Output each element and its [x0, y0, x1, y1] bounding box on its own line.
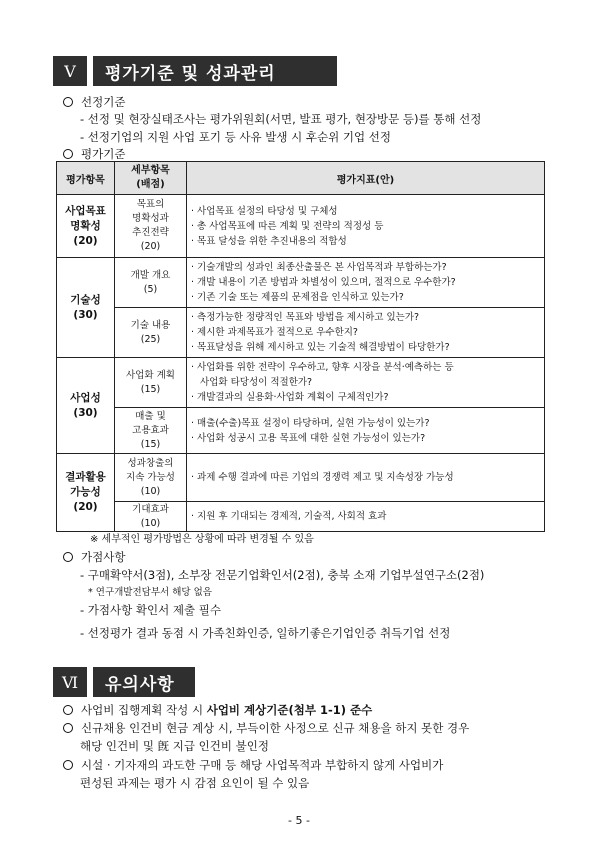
selection-criteria-heading: 선정기준 [63, 94, 125, 110]
header-item: 평가항목 [57, 162, 115, 195]
section-6-title: 유의사항 [93, 667, 195, 697]
circle-bullet-icon [63, 552, 73, 562]
circle-bullet-icon [63, 97, 73, 107]
circle-bullet-icon [63, 149, 73, 159]
bonus-item: - 구매확약서(3점), 소부장 전문기업확인서(2점), 충북 소재 기업부설연구소(2점) [80, 568, 485, 582]
indicator-cell: · 매출(수출)목표 설정이 타당하며, 실현 가능성이 있는가? · 사업화 성공시 고용 목표에 대한 실현 가능성이 있는가? [187, 408, 545, 454]
caution-item: 시설 · 기자재의 과도한 구매 등 해당 사업목적과 부합하지 않게 사업비가 [63, 757, 443, 773]
indicator-cell: · 측정가능한 정량적인 목표와 방법을 제시하고 있는가? · 제시한 과제목표가 절적으로 우수한지? · 목표달성을 위해 제시하고 있는 기술적 해결방법이 타당한가? [187, 308, 545, 358]
indicator-cell: · 지원 후 기대되는 경제적, 기술적, 사회적 효과 [187, 502, 545, 532]
section-6-header [53, 667, 195, 697]
caution-item-cont: 해당 인건비 및 旣 지급 인건비 불인정 [80, 739, 269, 753]
evaluation-table [56, 161, 545, 532]
sub-item: 개발 개요 (5) [115, 258, 187, 308]
page-number: - 5 - [288, 814, 310, 827]
sub-item: 매출 및 고용효과 (15) [115, 408, 187, 454]
table-row [57, 195, 545, 258]
table-row [57, 358, 545, 408]
bonus-item: - 가점사항 확인서 제출 필수 [80, 603, 221, 617]
bonus-subnote: * 연구개발전담부서 해당 없음 [88, 587, 212, 598]
table-row [57, 308, 545, 358]
section-5-number: Ⅴ [53, 56, 87, 86]
caution-item: 신규채용 인건비 현금 계상 시, 부득이한 사정으로 신규 채용을 하지 못한 경우 [63, 720, 469, 736]
caution-item: 사업비 집행계획 작성 시 사업비 계상기준(첨부 1-1) 준수 [63, 702, 372, 718]
eval-item-business: 사업성 (30) [57, 358, 115, 454]
table-row [57, 502, 545, 532]
evaluation-criteria-heading: 평가기준 [63, 146, 125, 162]
section-6-number: Ⅵ [53, 667, 87, 697]
header-indicator: 평가지표(안) [187, 162, 545, 195]
table-header-row [57, 162, 545, 195]
indicator-cell: · 과제 수행 결과에 따른 기업의 경쟁력 제고 및 지속성장 가능성 [187, 454, 545, 502]
circle-bullet-icon [63, 705, 73, 715]
sub-item: 기대효과 (10) [115, 502, 187, 532]
table-row [57, 258, 545, 308]
selection-item: - 선정 및 현장실태조사는 평가위원회(서면, 발표 평가, 현장방문 등)를 통해 선정 [80, 112, 482, 126]
sub-item: 성과창출의 지속 가능성 (10) [115, 454, 187, 502]
bonus-item: - 선정평가 결과 동점 시 가족친화인증, 일하기좋은기업인증 취득기업 선정 [80, 626, 451, 640]
circle-bullet-icon [63, 760, 73, 770]
bonus-heading: 가점사항 [63, 549, 125, 565]
indicator-cell: · 사업화를 위한 전략이 우수하고, 향후 시장을 분석·예측하는 등 사업화 타당성이 적절한가? · 개발결과의 실용화·사업화 계획이 구체적인가? [187, 358, 545, 408]
sub-item: 기술 내용 (25) [115, 308, 187, 358]
caution-item-cont: 편성된 과제는 평가 시 감점 요인이 될 수 있음 [80, 776, 310, 790]
sub-item: 사업화 계획 (15) [115, 358, 187, 408]
table-row [57, 454, 545, 502]
eval-item-goal: 사업목표 명확성 (20) [57, 195, 115, 258]
section-5-title: 평가기준 및 성과관리 [93, 56, 337, 86]
selection-item: - 선정기업의 지원 사업 포기 등 사유 발생 시 후순위 기업 선정 [80, 130, 391, 144]
sub-item: 목표의 명확성과 추진전략 (20) [115, 195, 187, 258]
indicator-cell: · 기술개발의 성과인 최종산출물은 본 사업목적과 부합하는가? · 개발 내용이 기존 방법과 차별성이 있으며, 절적으로 우수한가? · 기존 기술 또는 제품의 문제점을 인식하고 있는가? [187, 258, 545, 308]
circle-bullet-icon [63, 723, 73, 733]
eval-item-utilization: 결과활용 가능성 (20) [57, 454, 115, 532]
indicator-cell: · 사업목표 설정의 타당성 및 구체성 · 총 사업목표에 따른 계획 및 전략의 적정성 등 · 목표 달성을 위한 추진내용의 적합성 [187, 195, 545, 258]
eval-item-technology: 기술성 (30) [57, 258, 115, 358]
table-row [57, 408, 545, 454]
header-sub-item: 세부항목 (배점) [115, 162, 187, 195]
section-5-header [53, 56, 337, 86]
table-note: ※ 세부적인 평가방법은 상황에 따라 변경될 수 있음 [90, 534, 314, 545]
